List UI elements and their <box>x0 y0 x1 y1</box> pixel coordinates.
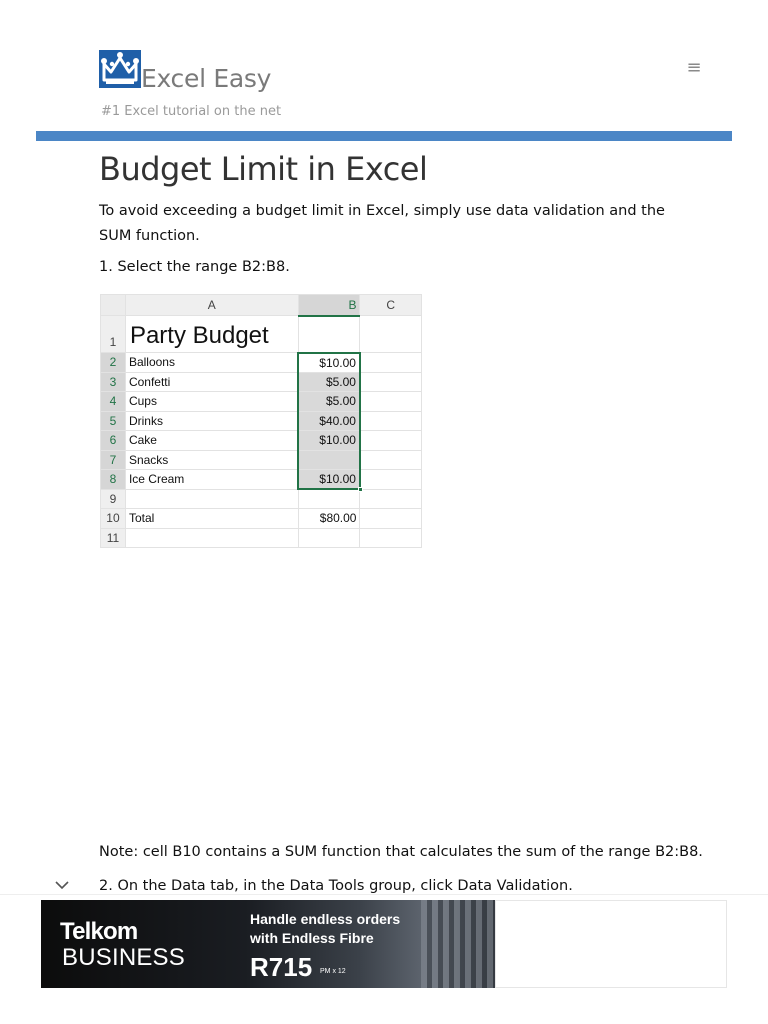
fill-handle <box>358 487 363 492</box>
row-header: 11 <box>101 528 126 548</box>
ad-headline-1: Handle endless orders <box>250 911 401 927</box>
row-header: 7 <box>101 450 126 470</box>
table-row <box>101 509 422 529</box>
cell-b <box>298 470 360 490</box>
step-2-text: 2. On the Data tab, in the Data Tools group, click Data Validation. <box>99 878 573 894</box>
cell-c <box>360 528 422 548</box>
cell-a: Cups <box>125 392 298 412</box>
cell-b <box>298 489 360 509</box>
ad-headline-2: with Endless Fibre <box>250 930 374 946</box>
table-row <box>101 450 422 470</box>
table-row <box>101 316 422 353</box>
cell-a: Snacks <box>125 450 298 470</box>
table-row <box>101 411 422 431</box>
cell-b: $5.00 <box>298 372 360 392</box>
row-header: 10 <box>101 509 126 529</box>
note-text: Note: cell B10 contains a SUM function that calculates the sum of the range B2:B8. <box>99 844 703 860</box>
chevron-down-icon[interactable] <box>54 878 70 892</box>
cell-c <box>360 450 422 470</box>
page-title: Budget Limit in Excel <box>99 150 428 188</box>
cell-b: $40.00 <box>298 411 360 431</box>
ad-background-image <box>421 900 495 988</box>
cell-a: Total <box>125 509 298 529</box>
hamburger-menu-icon[interactable]: ≡ <box>686 57 702 78</box>
cell-c1 <box>360 316 422 353</box>
intro-paragraph: To avoid exceeding a budget limit in Excel, simply use data validation and the SUM function. <box>99 203 665 244</box>
site-tagline: #1 Excel tutorial on the net <box>101 104 282 119</box>
table-row <box>101 470 422 490</box>
table-row <box>101 489 422 509</box>
cell-b-value: $10.00 <box>319 472 356 486</box>
cell-a: Ice Cream <box>125 470 298 490</box>
cell-c <box>360 411 422 431</box>
cell-c <box>360 489 422 509</box>
table-row <box>101 372 422 392</box>
table-row <box>101 431 422 451</box>
row-header: 1 <box>101 316 126 353</box>
ad-price-note: PM x 12 <box>320 968 346 975</box>
cell-b: $80.00 <box>298 509 360 529</box>
cell-a <box>125 528 298 548</box>
table-row <box>101 353 422 373</box>
step-1-text: 1. Select the range B2:B8. <box>99 259 290 275</box>
cell-a: Balloons <box>125 353 298 373</box>
column-header-a: A <box>125 295 298 316</box>
column-header-b: B <box>298 295 360 316</box>
row-header: 4 <box>101 392 126 412</box>
cell-c <box>360 431 422 451</box>
cell-a: Cake <box>125 431 298 451</box>
row-header: 9 <box>101 489 126 509</box>
header-accent-bar <box>36 131 732 141</box>
row-header: 8 <box>101 470 126 490</box>
cell-c <box>360 353 422 373</box>
telkom-ad-banner[interactable] <box>41 900 495 988</box>
cell-b: $5.00 <box>298 392 360 412</box>
select-all-corner <box>101 295 126 316</box>
cell-c <box>360 509 422 529</box>
crown-logo-icon[interactable] <box>99 50 141 88</box>
cell-b: $10.00 <box>298 431 360 451</box>
site-title[interactable]: Excel Easy <box>141 64 272 93</box>
ad-blank-panel <box>495 900 727 988</box>
column-header-c: C <box>360 295 422 316</box>
cell-a: Confetti <box>125 372 298 392</box>
row-header: 2 <box>101 353 126 373</box>
cell-b <box>298 450 360 470</box>
row-header: 5 <box>101 411 126 431</box>
cell-b <box>298 528 360 548</box>
ad-brand-sub: BUSINESS <box>62 944 185 971</box>
column-header-row <box>101 295 422 316</box>
table-row <box>101 392 422 412</box>
ad-brand-name: Telkom <box>60 918 138 945</box>
cell-a: Drinks <box>125 411 298 431</box>
cell-b1 <box>298 316 360 353</box>
table-row <box>101 528 422 548</box>
cell-a <box>125 489 298 509</box>
row-header: 3 <box>101 372 126 392</box>
cell-c <box>360 470 422 490</box>
site-header <box>0 0 768 140</box>
cell-c <box>360 372 422 392</box>
spreadsheet-screenshot <box>100 294 422 548</box>
cell-c <box>360 392 422 412</box>
cell-b: $10.00 <box>298 353 360 373</box>
row-header: 6 <box>101 431 126 451</box>
ad-price: R715 <box>250 952 313 982</box>
cell-a1: Party Budget <box>125 316 298 353</box>
